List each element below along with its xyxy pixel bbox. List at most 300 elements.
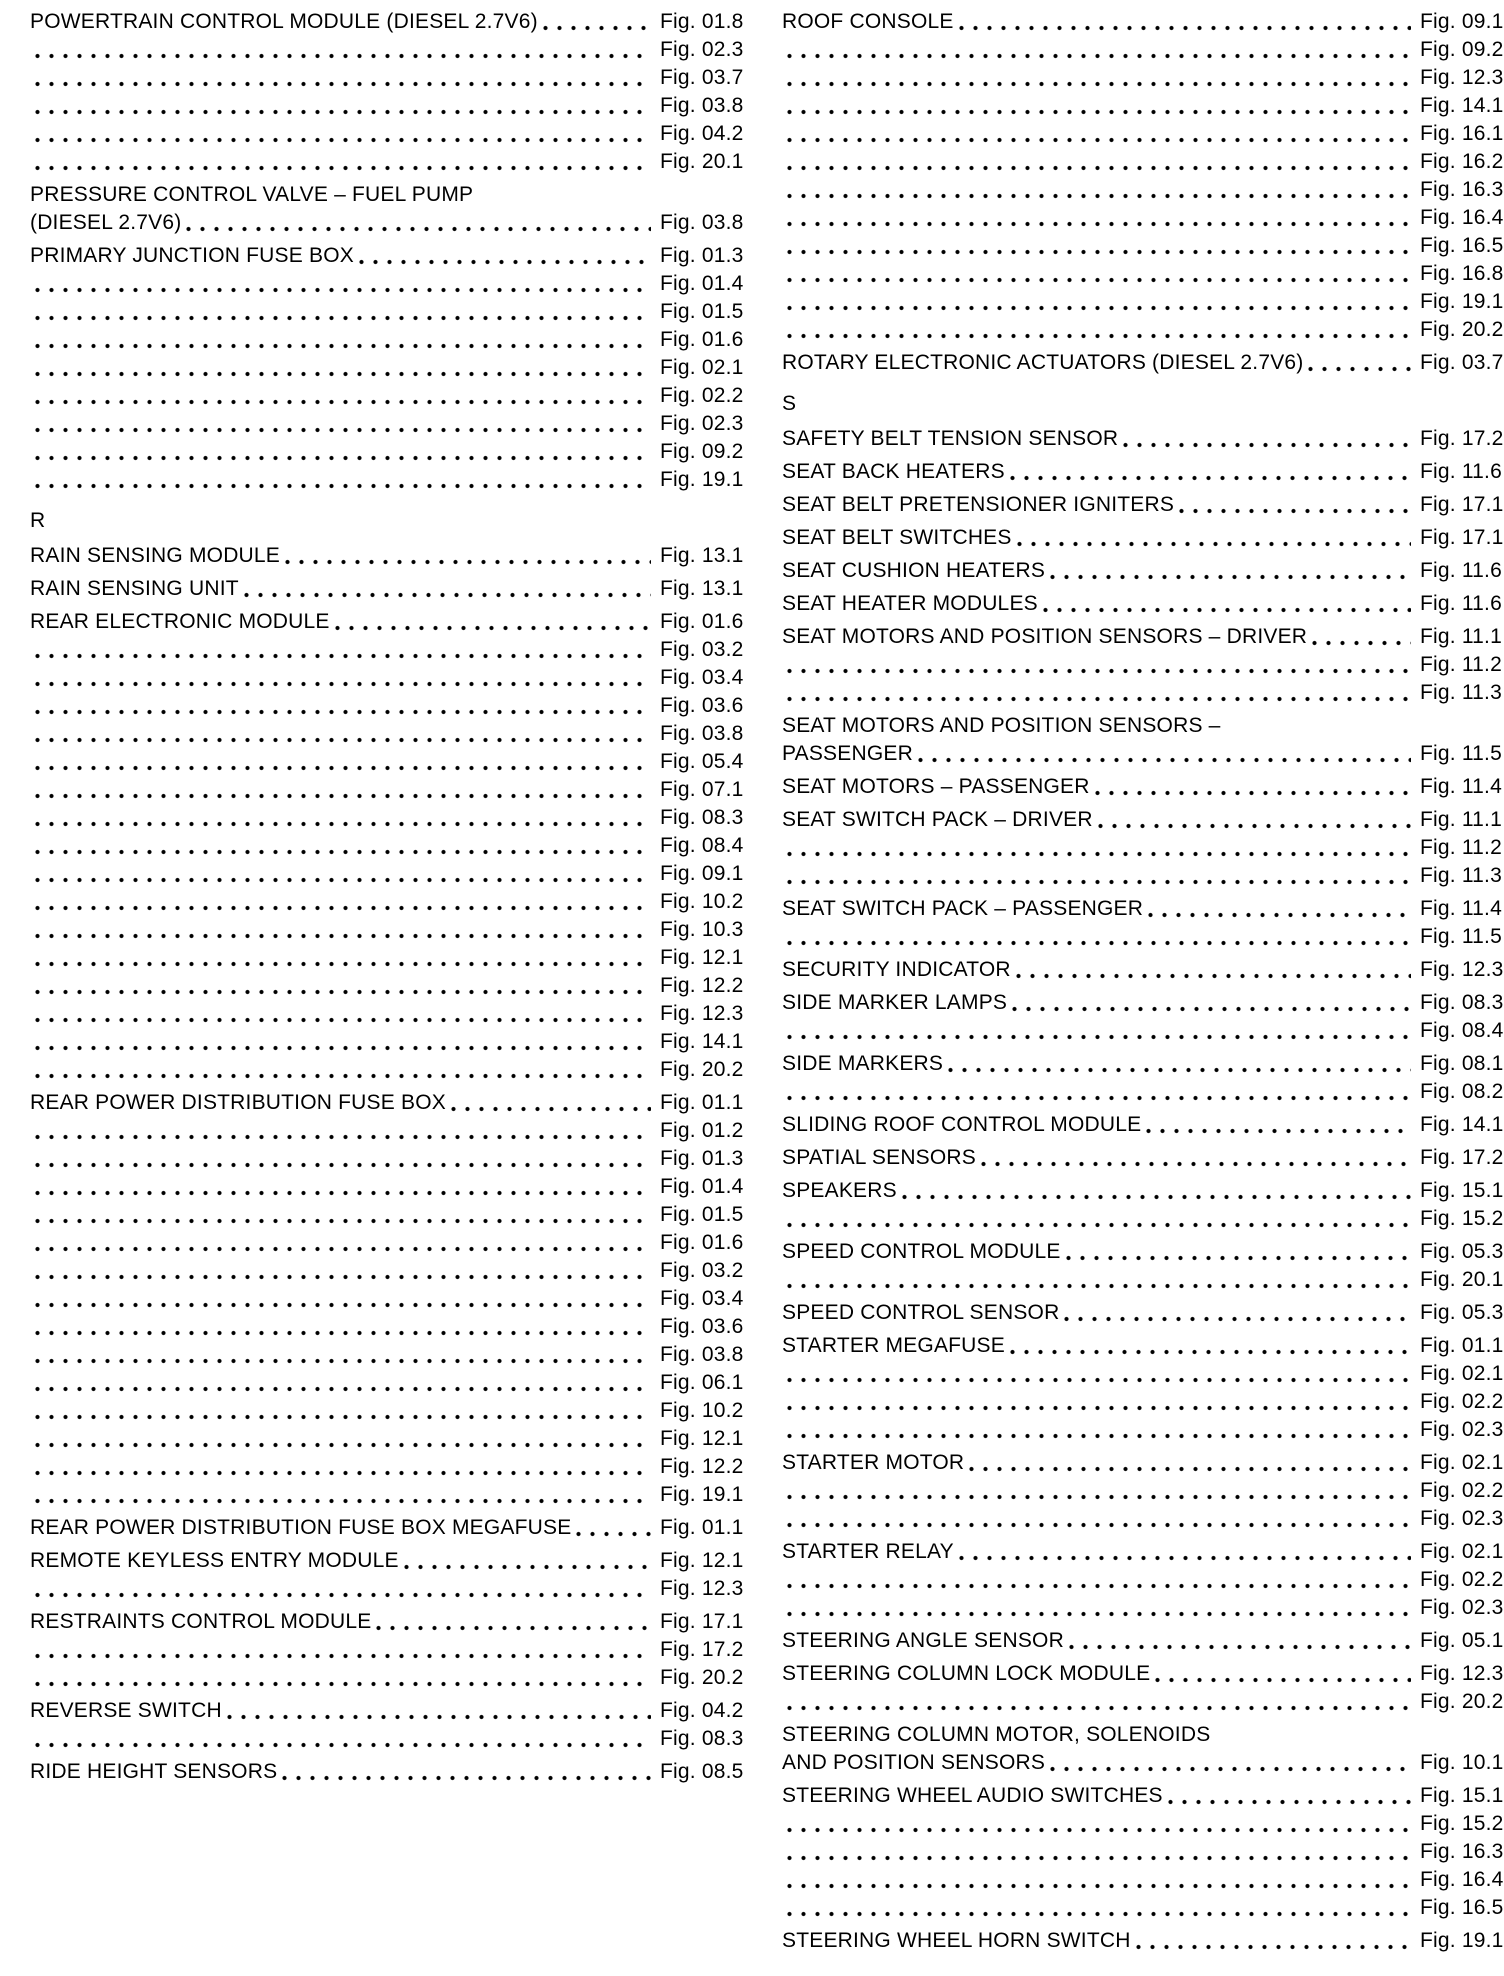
entry-label: STARTER MEGAFUSE — [782, 1334, 1005, 1357]
index-continuation-row — [30, 148, 744, 176]
figure-reference: Fig. 20.2 — [660, 1058, 744, 1081]
figure-reference: Fig. 05.3 — [1420, 1240, 1504, 1263]
dot-leader — [35, 1000, 651, 1028]
index-continuation-row — [30, 1725, 744, 1753]
dot-leader — [787, 1360, 1411, 1388]
figure-reference: Fig. 19.1 — [1420, 1929, 1504, 1952]
index-continuation-row — [30, 410, 744, 438]
dot-leader — [35, 1369, 651, 1397]
dot-leader — [244, 575, 651, 603]
figure-reference: Fig. 05.4 — [660, 750, 744, 773]
figure-reference: Fig. 03.2 — [660, 638, 744, 661]
figure-reference: Fig. 11.4 — [1420, 897, 1502, 920]
figure-reference: Fig. 17.2 — [660, 1638, 744, 1661]
index-continuation-row — [30, 438, 744, 466]
dot-leader — [227, 1697, 651, 1725]
figure-reference: Fig. 16.4 — [1420, 206, 1504, 229]
dot-leader — [35, 1028, 651, 1056]
dot-leader — [35, 720, 651, 748]
figure-reference: Fig. 02.3 — [660, 412, 744, 435]
index-continuation-row — [782, 740, 1502, 768]
figure-reference: Fig. 08.4 — [660, 834, 744, 857]
section-header: R — [30, 509, 46, 532]
index-column-right — [782, 8, 1504, 1955]
figure-reference: Fig. 02.2 — [1420, 1568, 1504, 1591]
dot-leader — [1148, 895, 1411, 923]
dot-leader — [35, 36, 651, 64]
index-entry-row — [782, 989, 1504, 1017]
index-continuation-row — [782, 1894, 1504, 1922]
figure-reference: Fig. 15.1 — [1420, 1179, 1504, 1202]
dot-leader — [1064, 1299, 1411, 1327]
figure-reference: Fig. 03.6 — [660, 1315, 744, 1338]
index-continuation-row — [30, 64, 744, 92]
index-continuation-row — [782, 1838, 1504, 1866]
dot-leader — [959, 1538, 1411, 1566]
dot-leader — [35, 64, 651, 92]
dot-leader — [1050, 1749, 1411, 1777]
dot-leader — [35, 1664, 651, 1692]
figure-reference: Fig. 15.2 — [1420, 1812, 1504, 1835]
entry-label: PRESSURE CONTROL VALVE – FUEL PUMP — [30, 183, 474, 206]
figure-reference: Fig. 16.1 — [1420, 122, 1504, 145]
dot-leader — [1010, 458, 1411, 486]
index-continuation-row — [30, 1173, 744, 1201]
dot-leader — [35, 382, 651, 410]
entry-label: SPEED CONTROL SENSOR — [782, 1301, 1060, 1324]
dot-leader — [1308, 349, 1411, 377]
figure-reference: Fig. 08.4 — [1420, 1019, 1504, 1042]
entry-label: SEAT MOTORS AND POSITION SENSORS – DRIVER — [782, 625, 1308, 648]
entry-label: SEAT SWITCH PACK – PASSENGER — [782, 897, 1144, 920]
figure-reference: Fig. 10.3 — [660, 918, 744, 941]
figure-reference: Fig. 16.5 — [1420, 1896, 1504, 1919]
figure-reference: Fig. 15.1 — [1420, 1784, 1504, 1807]
dot-leader — [1043, 590, 1411, 618]
index-continuation-row — [30, 209, 744, 237]
index-entry-row — [782, 623, 1502, 651]
dot-leader — [787, 204, 1411, 232]
dot-leader — [35, 1201, 651, 1229]
figure-reference: Fig. 03.2 — [660, 1259, 744, 1282]
dot-leader — [35, 888, 651, 916]
figure-reference: Fig. 03.8 — [660, 722, 744, 745]
index-entry-row — [782, 956, 1504, 984]
index-continuation-row — [30, 1481, 744, 1509]
dot-leader — [787, 1416, 1411, 1444]
entry-label: STEERING WHEEL AUDIO SWITCHES — [782, 1784, 1163, 1807]
index-continuation-row — [30, 776, 744, 804]
index-continuation-row — [30, 972, 744, 1000]
dot-leader — [576, 1514, 651, 1542]
index-continuation-row — [30, 636, 744, 664]
index-continuation-row — [30, 1397, 744, 1425]
figure-reference: Fig. 01.5 — [660, 1203, 744, 1226]
index-continuation-row — [782, 1866, 1504, 1894]
index-continuation-row — [782, 1360, 1504, 1388]
dot-leader — [787, 651, 1411, 679]
entry-label: PRIMARY JUNCTION FUSE BOX — [30, 244, 354, 267]
index-entry-row — [30, 608, 744, 636]
dot-leader — [35, 1313, 651, 1341]
dot-leader — [787, 92, 1411, 120]
dot-leader — [35, 120, 651, 148]
index-entry-row — [30, 242, 744, 270]
index-entry-row — [782, 806, 1502, 834]
dot-leader — [35, 438, 651, 466]
figure-reference: Fig. 03.4 — [660, 1287, 744, 1310]
entry-label: POWERTRAIN CONTROL MODULE (DIESEL 2.7V6) — [30, 10, 538, 33]
index-continuation-row — [30, 1028, 744, 1056]
index-continuation-row — [782, 862, 1502, 890]
dot-leader — [787, 1017, 1411, 1045]
dot-leader — [959, 8, 1411, 36]
entry-label: SLIDING ROOF CONTROL MODULE — [782, 1113, 1142, 1136]
entry-label: REAR ELECTRONIC MODULE — [30, 610, 330, 633]
index-continuation-row — [782, 148, 1504, 176]
dot-leader — [335, 608, 651, 636]
figure-reference: Fig. 01.1 — [1420, 1334, 1504, 1357]
index-continuation-row — [782, 92, 1504, 120]
dot-leader — [787, 64, 1411, 92]
index-entry-row — [782, 1144, 1504, 1172]
figure-reference: Fig. 12.1 — [660, 946, 744, 969]
index-continuation-row — [782, 679, 1502, 707]
entry-label: RESTRAINTS CONTROL MODULE — [30, 1610, 372, 1633]
figure-reference: Fig. 11.1 — [1420, 625, 1502, 648]
index-continuation-row — [782, 64, 1504, 92]
figure-reference: Fig. 11.2 — [1420, 653, 1502, 676]
figure-reference: Fig. 09.2 — [660, 440, 744, 463]
figure-reference: Fig. 01.4 — [660, 1175, 744, 1198]
figure-reference: Fig. 01.6 — [660, 1231, 744, 1254]
figure-reference: Fig. 02.1 — [1420, 1540, 1504, 1563]
dot-leader — [1179, 491, 1411, 519]
figure-reference: Fig. 02.1 — [660, 356, 744, 379]
index-continuation-row — [30, 1056, 744, 1084]
entry-label: REVERSE SWITCH — [30, 1699, 222, 1722]
entry-label: SAFETY BELT TENSION SENSOR — [782, 427, 1119, 450]
figure-reference: Fig. 08.1 — [1420, 1052, 1504, 1075]
dot-leader — [787, 923, 1411, 951]
dot-leader — [285, 542, 651, 570]
dot-leader — [981, 1144, 1411, 1172]
dot-leader — [1136, 1927, 1411, 1955]
index-continuation-row — [30, 1117, 744, 1145]
index-entry-row — [782, 1538, 1504, 1566]
index-entry-row — [782, 1238, 1504, 1266]
index-continuation-row — [782, 1810, 1504, 1838]
dot-leader — [35, 972, 651, 1000]
dot-leader — [1123, 425, 1411, 453]
dot-leader — [35, 1453, 651, 1481]
index-continuation-row — [782, 232, 1504, 260]
index-continuation-row — [30, 1229, 744, 1257]
entry-label: SPATIAL SENSORS — [782, 1146, 976, 1169]
dot-leader — [787, 1078, 1411, 1106]
index-continuation-row — [782, 1388, 1504, 1416]
index-continuation-row — [30, 382, 744, 410]
figure-reference: Fig. 17.1 — [1420, 526, 1504, 549]
index-continuation-row — [30, 1145, 744, 1173]
index-entry-row — [30, 1608, 744, 1636]
index-entry-row — [30, 1514, 744, 1542]
dot-leader — [1012, 989, 1411, 1017]
figure-reference: Fig. 12.3 — [660, 1577, 744, 1600]
figure-reference: Fig. 11.2 — [1420, 836, 1502, 859]
dot-leader — [359, 242, 651, 270]
index-continuation-row — [30, 1201, 744, 1229]
dot-leader — [787, 232, 1411, 260]
entry-label: STEERING WHEEL HORN SWITCH — [782, 1929, 1131, 1952]
figure-reference: Fig. 11.5 — [1420, 742, 1502, 765]
index-continuation-row — [782, 1416, 1504, 1444]
figure-reference: Fig. 08.3 — [1420, 991, 1504, 1014]
dot-leader — [787, 862, 1411, 890]
figure-reference: Fig. 11.5 — [1420, 925, 1502, 948]
figure-reference: Fig. 12.2 — [660, 974, 744, 997]
entry-label: REAR POWER DISTRIBUTION FUSE BOX — [30, 1091, 446, 1114]
dot-leader — [787, 1505, 1411, 1533]
figure-reference: Fig. 07.1 — [660, 778, 744, 801]
dot-leader — [35, 466, 651, 494]
index-entry-row — [782, 1177, 1504, 1205]
figure-reference: Fig. 17.1 — [1420, 493, 1504, 516]
index-continuation-row — [782, 834, 1502, 862]
entry-label: SIDE MARKER LAMPS — [782, 991, 1008, 1014]
figure-reference: Fig. 08.3 — [660, 1727, 744, 1750]
figure-reference: Fig. 12.3 — [660, 1002, 744, 1025]
dot-leader — [1069, 1627, 1411, 1655]
index-entry-row — [30, 8, 744, 36]
dot-leader — [787, 260, 1411, 288]
dot-leader — [787, 316, 1411, 344]
dot-leader — [35, 804, 651, 832]
figure-reference: Fig. 11.6 — [1420, 592, 1502, 615]
index-continuation-row — [30, 1636, 744, 1664]
figure-reference: Fig. 16.4 — [1420, 1868, 1504, 1891]
dot-leader — [1168, 1782, 1411, 1810]
index-continuation-row — [30, 354, 744, 382]
entry-label: STEERING ANGLE SENSOR — [782, 1629, 1064, 1652]
figure-reference: Fig. 14.1 — [1420, 94, 1504, 117]
index-continuation-row — [30, 832, 744, 860]
figure-reference: Fig. 01.6 — [660, 328, 744, 351]
entry-label: AND POSITION SENSORS — [782, 1751, 1046, 1774]
figure-reference: Fig. 17.2 — [1420, 1146, 1504, 1169]
dot-leader — [35, 832, 651, 860]
figure-reference: Fig. 14.1 — [1420, 1113, 1504, 1136]
dot-leader — [186, 209, 651, 237]
dot-leader — [35, 860, 651, 888]
entry-label: RIDE HEIGHT SENSORS — [30, 1760, 278, 1783]
dot-leader — [35, 748, 651, 776]
index-entry-row — [30, 181, 738, 209]
dot-leader — [787, 148, 1411, 176]
index-continuation-row — [30, 1341, 744, 1369]
figure-reference: Fig. 12.1 — [660, 1549, 744, 1572]
figure-reference: Fig. 09.1 — [1420, 10, 1504, 33]
figure-reference: Fig. 06.1 — [660, 1371, 744, 1394]
figure-reference: Fig. 02.2 — [1420, 1479, 1504, 1502]
dot-leader — [35, 1145, 651, 1173]
dot-leader — [1050, 557, 1411, 585]
dot-leader — [35, 1481, 651, 1509]
index-entry-row — [782, 1660, 1504, 1688]
dot-leader — [787, 1566, 1411, 1594]
dot-leader — [787, 1205, 1411, 1233]
entry-label: SEAT SWITCH PACK – DRIVER — [782, 808, 1093, 831]
dot-leader — [35, 270, 651, 298]
figure-reference: Fig. 16.2 — [1420, 150, 1504, 173]
figure-reference: Fig. 05.3 — [1420, 1301, 1504, 1324]
dot-leader — [787, 176, 1411, 204]
index-entry-row — [782, 895, 1502, 923]
dot-leader — [787, 834, 1411, 862]
entry-label: STEERING COLUMN LOCK MODULE — [782, 1662, 1151, 1685]
figure-reference: Fig. 10.2 — [660, 1399, 744, 1422]
index-continuation-row — [782, 176, 1504, 204]
figure-reference: Fig. 03.8 — [660, 211, 744, 234]
dot-leader — [1155, 1660, 1411, 1688]
dot-leader — [282, 1758, 651, 1786]
index-continuation-row — [30, 1425, 744, 1453]
index-continuation-row — [30, 1285, 744, 1313]
entry-label: SEAT BACK HEATERS — [782, 460, 1005, 483]
entry-label: ROOF CONSOLE — [782, 10, 954, 33]
figure-reference: Fig. 05.1 — [1420, 1629, 1504, 1652]
figure-reference: Fig. 03.8 — [660, 1343, 744, 1366]
entry-label: PASSENGER — [782, 742, 913, 765]
index-entry-row — [782, 1332, 1504, 1360]
figure-reference: Fig. 16.8 — [1420, 262, 1504, 285]
figure-reference: Fig. 20.2 — [1420, 1690, 1504, 1713]
figure-reference: Fig. 01.8 — [660, 10, 744, 33]
index-entry-row — [782, 1449, 1504, 1477]
index-entry-row — [782, 425, 1504, 453]
index-continuation-row — [30, 888, 744, 916]
figure-reference: Fig. 04.2 — [660, 122, 744, 145]
figure-reference: Fig. 12.3 — [1420, 1662, 1504, 1685]
index-entry-row — [30, 1089, 744, 1117]
figure-reference: Fig. 03.6 — [660, 694, 744, 717]
dot-leader — [404, 1547, 651, 1575]
index-continuation-row — [782, 1017, 1504, 1045]
index-continuation-row — [30, 1575, 744, 1603]
index-continuation-row — [30, 298, 744, 326]
dot-leader — [902, 1177, 1411, 1205]
index-entry-row — [782, 1111, 1504, 1139]
dot-leader — [35, 1257, 651, 1285]
dot-leader — [787, 1866, 1411, 1894]
dot-leader — [451, 1089, 651, 1117]
index-entry-row — [782, 1927, 1504, 1955]
entry-label: RAIN SENSING MODULE — [30, 544, 281, 567]
entry-label: (DIESEL 2.7V6) — [30, 211, 182, 234]
dot-leader — [35, 354, 651, 382]
figure-reference: Fig. 17.1 — [660, 1610, 744, 1633]
figure-reference: Fig. 02.3 — [1420, 1418, 1504, 1441]
figure-reference: Fig. 08.3 — [660, 806, 744, 829]
figure-reference: Fig. 01.2 — [660, 1119, 744, 1142]
figure-reference: Fig. 19.1 — [660, 468, 744, 491]
entry-label: REMOTE KEYLESS ENTRY MODULE — [30, 1549, 399, 1572]
figure-reference: Fig. 13.1 — [660, 577, 744, 600]
index-continuation-row — [782, 316, 1504, 344]
dot-leader — [376, 1608, 651, 1636]
figure-reference: Fig. 02.2 — [1420, 1390, 1504, 1413]
dot-leader — [35, 92, 651, 120]
dot-leader — [787, 288, 1411, 316]
index-continuation-row — [782, 260, 1504, 288]
dot-leader — [1146, 1111, 1411, 1139]
figure-reference: Fig. 11.4 — [1420, 775, 1502, 798]
entry-label: ROTARY ELECTRONIC ACTUATORS (DIESEL 2.7V6) — [782, 351, 1304, 374]
index-entry-row — [30, 1547, 744, 1575]
index-continuation-row — [30, 748, 744, 776]
figure-reference: Fig. 20.1 — [1420, 1268, 1504, 1291]
index-entry-row — [30, 1697, 744, 1725]
dot-leader — [35, 1341, 651, 1369]
index-entry-row — [30, 575, 744, 603]
index-continuation-row — [782, 120, 1504, 148]
figure-reference: Fig. 08.2 — [1420, 1080, 1504, 1103]
figure-reference: Fig. 03.8 — [660, 94, 744, 117]
index-continuation-row — [782, 651, 1502, 679]
figure-reference: Fig. 02.3 — [1420, 1507, 1504, 1530]
figure-reference: Fig. 01.5 — [660, 300, 744, 323]
dot-leader — [35, 1173, 651, 1201]
entry-label: STARTER MOTOR — [782, 1451, 965, 1474]
figure-reference: Fig. 10.2 — [660, 890, 744, 913]
figure-reference: Fig. 20.1 — [660, 150, 744, 173]
dot-leader — [35, 636, 651, 664]
dot-leader — [948, 1050, 1411, 1078]
index-continuation-row — [30, 120, 744, 148]
index-entry-row — [782, 491, 1504, 519]
index-continuation-row — [782, 1566, 1504, 1594]
dot-leader — [787, 36, 1411, 64]
index-continuation-row — [30, 1000, 744, 1028]
index-continuation-row — [782, 1749, 1504, 1777]
dot-leader — [543, 8, 651, 36]
dot-leader — [787, 1894, 1411, 1922]
dot-leader — [969, 1449, 1411, 1477]
index-continuation-row — [30, 466, 744, 494]
dot-leader — [35, 944, 651, 972]
dot-leader — [1016, 956, 1411, 984]
entry-label: SPEAKERS — [782, 1179, 897, 1202]
index-entry-row — [782, 590, 1502, 618]
dot-leader — [35, 1636, 651, 1664]
figure-reference: Fig. 10.1 — [1420, 1751, 1504, 1774]
figure-reference: Fig. 02.1 — [1420, 1362, 1504, 1385]
dot-leader — [1066, 1238, 1411, 1266]
figure-reference: Fig. 01.3 — [660, 1147, 744, 1170]
dot-leader — [787, 120, 1411, 148]
index-continuation-row — [782, 1594, 1504, 1622]
index-continuation-row — [30, 664, 744, 692]
index-continuation-row — [782, 1266, 1504, 1294]
entry-label: SECURITY INDICATOR — [782, 958, 1011, 981]
figure-reference: Fig. 09.1 — [660, 862, 744, 885]
figure-reference: Fig. 01.1 — [660, 1516, 744, 1539]
index-entry-row — [782, 349, 1504, 377]
index-continuation-row — [30, 92, 744, 120]
index-continuation-row — [30, 1369, 744, 1397]
figure-reference: Fig. 12.3 — [1420, 66, 1504, 89]
figure-reference: Fig. 01.3 — [660, 244, 744, 267]
